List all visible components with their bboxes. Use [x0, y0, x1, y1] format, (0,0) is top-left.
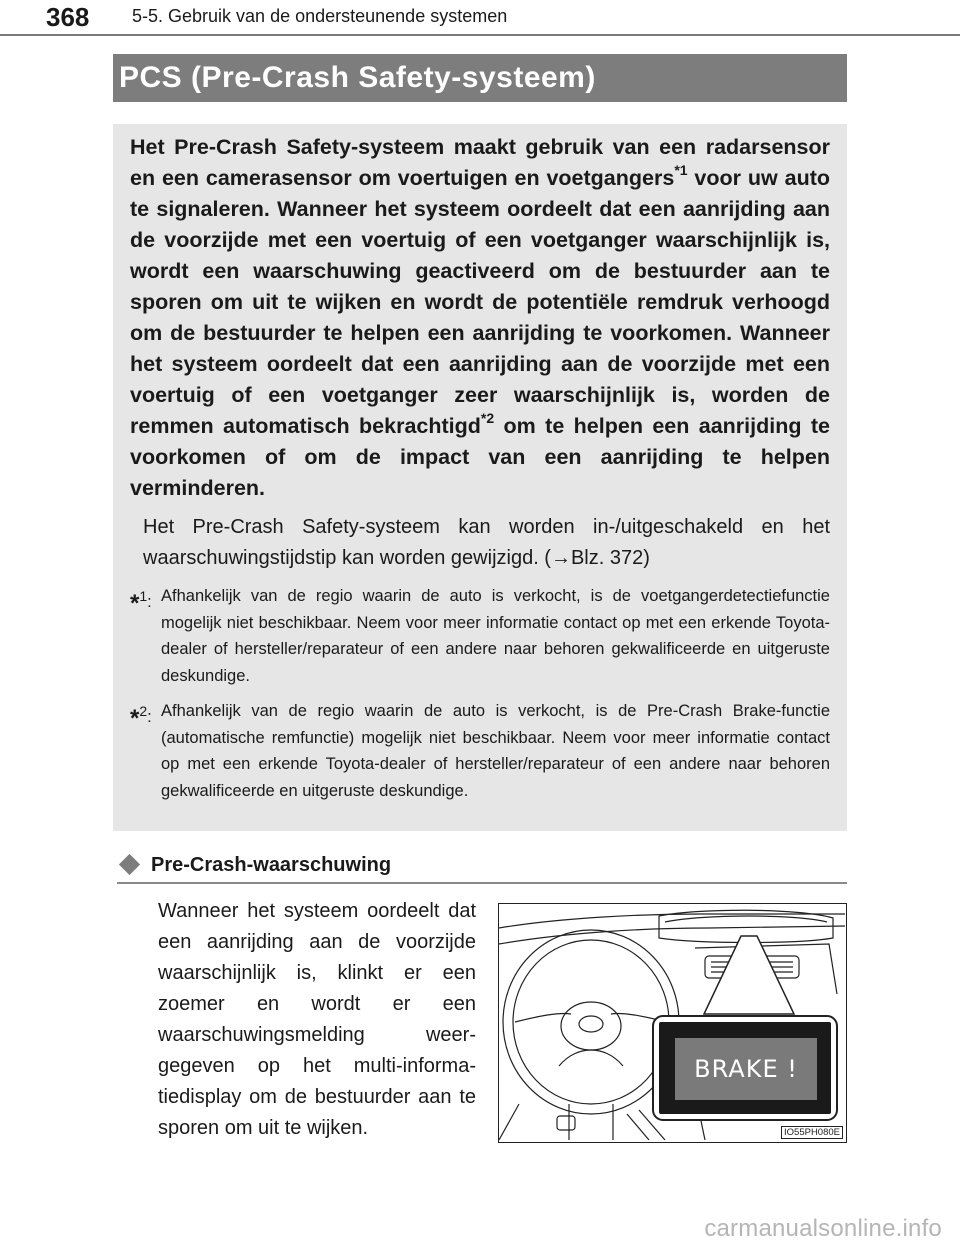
running-header: 5-5. Gebruik van de ondersteunende systemen [132, 6, 508, 26]
footnote-text-2: Afhankelijk van de regio waarin de auto is verkocht, is de Pre-Crash Brake-functie (automatische remfunctie) mogelijk niet beschikbaar. Neem voor meer informatie contact op met een erkende Toyota-dealer of hersteller/reparateur of een andere naar behoren gekwalificeerde en uitgeruste deskundige. [161, 702, 830, 800]
intro-box [113, 124, 847, 831]
intro-text-part-1: Het Pre-Crash Safety-systeem maakt gebruik van een radarsensor en een camerasensor om voertuigen en voetgangers [130, 135, 830, 190]
intro-regular-paragraph: Het Pre-Crash Safety-systeem kan worden in-/uitgeschakeld en het waarschuwingstijdstip kan worden gewijzigd. (→Blz. 372) [143, 516, 830, 569]
page-title: PCS (Pre-Crash Safety-systeem) [113, 54, 847, 102]
footnote-ref-1: *1 [674, 162, 688, 178]
footnote-marker-1 [130, 583, 161, 689]
footnote-ref-2: *2 [480, 410, 495, 426]
section-body-text: Wanneer het systeem oordeelt dat een aanrijding aan de voorzijde waarschijnlijk is, klinkt er een zoemer en wordt er een waarschuwingsmelding weergegeven op het multi-informatiedisplay om de bestuurder aan te sporen om uit te wijken. [158, 900, 476, 1139]
watermark: carmanualsonline.info [704, 1215, 942, 1242]
section-heading-text: Pre-Crash-waarschuwing [151, 854, 392, 876]
intro-text-part-3: om te helpen een aanrijding te voorkomen of om de impact van een aanrijding te helpen verminderen. [130, 414, 830, 500]
page-number: 368 [46, 2, 90, 32]
footnote-colon: : [147, 593, 152, 611]
section-rule [117, 882, 847, 884]
footnote-star: * [130, 705, 140, 732]
brake-warning-text: BRAKE ! [694, 1055, 798, 1083]
dashboard-illustration [498, 903, 847, 1143]
section-heading [117, 852, 847, 878]
footnote-number: 1 [139, 588, 148, 604]
footnote-2 [130, 698, 830, 804]
intro-text-part-2: voor uw auto te signaleren. Wanneer het systeem oordeelt dat een aanrijding aan de voorzijde met een voertuig of een voetganger waarschijnlijk is, wordt een waarschuwing geactiveerd om de bestuurder aan te sporen om uit te wijken en wordt de potentiële remdruk verhoogd om de bestuurder te helpen een aanrijding te voorkomen. Wanneer het systeem oordeelt dat een aanrijding aan de voorzijde met een voertuig of een voetganger zeer waarschijnlijk is, worden de remmen automatisch bekrachtigd [130, 166, 831, 438]
footnote-colon: : [147, 708, 152, 726]
footnote-star: * [130, 590, 140, 617]
header-rule [0, 34, 960, 36]
footnote-1 [130, 583, 830, 689]
diamond-bullet-icon [119, 854, 140, 875]
intro-bold-paragraph [130, 132, 830, 504]
footnote-marker-2 [130, 698, 161, 804]
image-code: IO55PH080E [781, 1126, 843, 1139]
footnote-text-1: Afhankelijk van de regio waarin de auto is verkocht, is de voetgangerdetectiefunctie mogelijk niet beschikbaar. Neem voor meer informatie contact op met een erkende Toyota-dealer of hersteller/reparateur of een andere naar behoren gekwalificeerde en uitgeruste deskundige. [161, 587, 830, 685]
dashboard-drawing [499, 904, 845, 1141]
footnote-number: 2 [139, 703, 148, 719]
